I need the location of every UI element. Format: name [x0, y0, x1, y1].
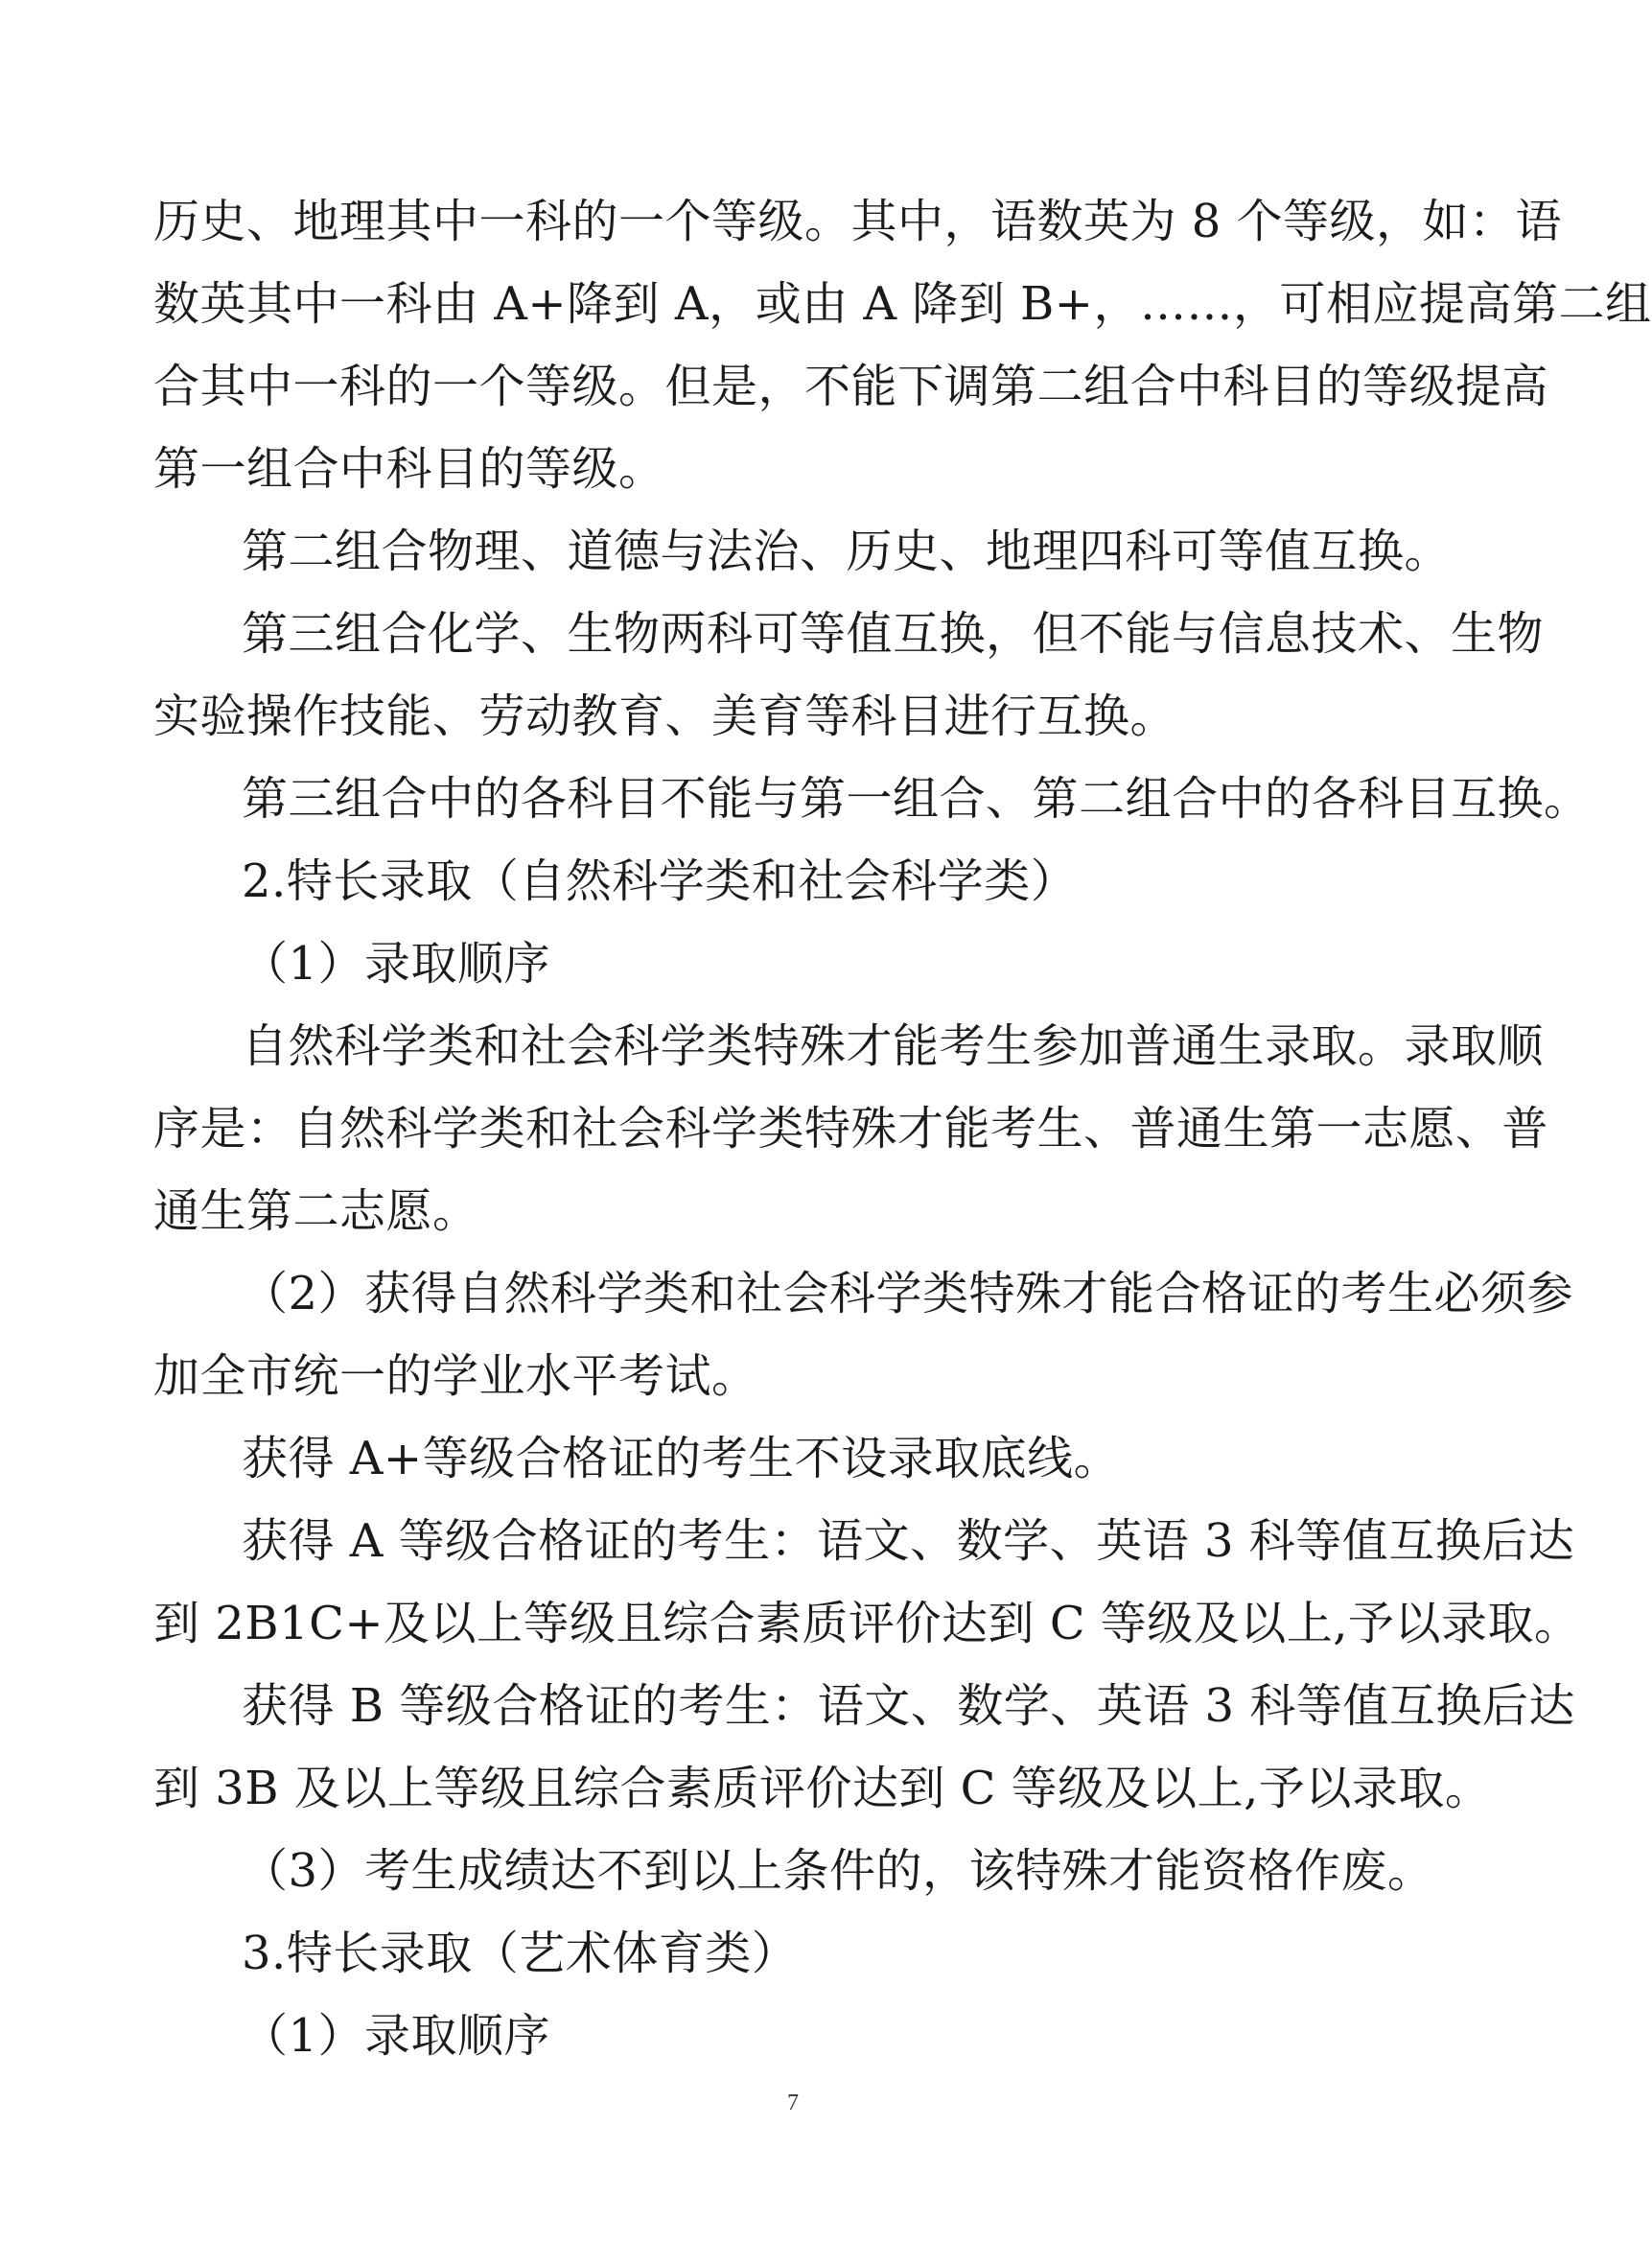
text-line: 自然科学类和社会科学类特殊才能考生参加普通生录取。录取顺 [242, 1019, 1545, 1073]
text-line: 第三组合化学、生物两科可等值互换，但不能与信息技术、生物 [242, 607, 1545, 661]
section-heading: 3.特长录取（艺术体育类） [242, 1927, 799, 1980]
text-line: 加全市统一的学业水平考试。 [153, 1349, 758, 1403]
subsection-heading: （1）录取顺序 [242, 937, 551, 991]
text-line: 实验操作技能、劳动教育、美育等科目进行互换。 [153, 689, 1177, 743]
text-line: （3）考生成绩达不到以上条件的，该特殊才能资格作废。 [242, 1844, 1434, 1898]
text-line: 合其中一科的一个等级。但是，不能下调第二组合中科目的等级提高 [153, 360, 1549, 413]
text-line: 通生第二志愿。 [153, 1184, 479, 1238]
text-line: 获得 B 等级合格证的考生：语文、数学、英语 3 科等值互换后达 [242, 1679, 1575, 1733]
text-line: 到 2B1C+及以上等级且综合素质评价达到 C 等级及以上,予以录取。 [153, 1597, 1581, 1650]
text-line: 获得 A+等级合格证的考生不设录取底线。 [242, 1432, 1121, 1485]
page-number: 7 [787, 2091, 799, 2115]
section-heading: 2.特长录取（自然科学类和社会科学类） [242, 854, 1078, 908]
document-body [153, 180, 1652, 2077]
subsection-heading: （1）录取顺序 [242, 2009, 551, 2063]
text-line: 序是：自然科学类和社会科学类特殊才能考生、普通生第一志愿、普 [153, 1102, 1549, 1156]
text-line: 第二组合物理、道德与法治、历史、地理四科可等值互换。 [242, 525, 1452, 578]
text-line: 第一组合中科目的等级。 [153, 442, 665, 496]
text-line: （2）获得自然科学类和社会科学类特殊才能合格证的考生必须参 [242, 1267, 1574, 1320]
text-line: 第三组合中的各科目不能与第一组合、第二组合中的各科目互换。 [242, 772, 1591, 826]
text-line: 历史、地理其中一科的一个等级。其中，语数英为 8 个等级，如：语 [153, 195, 1563, 248]
text-line: 数英其中一科由 A+降到 A，或由 A 降到 B+，……，可相应提高第二组 [153, 277, 1652, 331]
text-line: 到 3B 及以上等级且综合素质评价达到 C 等级及以上,予以录取。 [153, 1762, 1492, 1815]
text-line: 获得 A 等级合格证的考生：语文、数学、英语 3 科等值互换后达 [242, 1514, 1575, 1568]
